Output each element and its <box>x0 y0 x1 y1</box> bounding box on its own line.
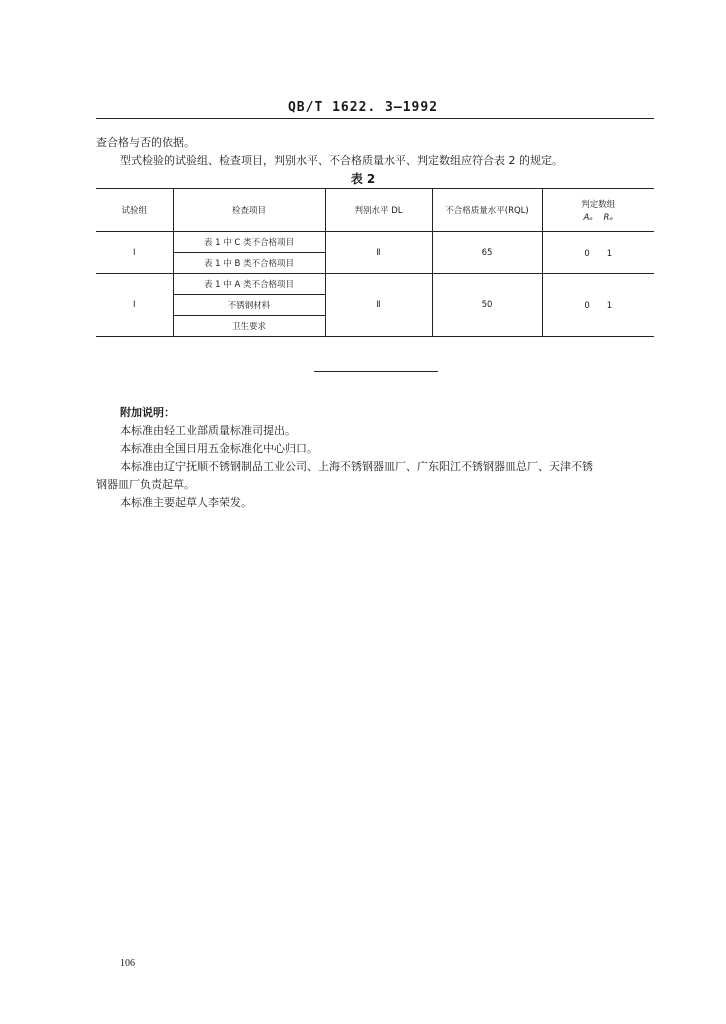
test-group-cell: I <box>96 274 173 337</box>
test-group-cell: I <box>96 232 173 274</box>
inspection-item-cell: 表 1 中 B 类不合格项目 <box>173 253 325 274</box>
rql-cell: 65 <box>432 232 542 274</box>
header-rql: 不合格质量水平(RQL) <box>432 189 542 232</box>
notes-line: 本标准主要起草人李荣发。 <box>120 496 252 509</box>
header-inspection-items: 检查项目 <box>173 189 325 232</box>
inspection-item-cell: 卫生要求 <box>173 316 325 337</box>
standard-code: QB/T 1622. 3—1992 <box>287 100 439 115</box>
notes-title: 附加说明： <box>120 406 175 419</box>
discrimination-level-cell: Ⅱ <box>325 232 432 274</box>
section-divider <box>314 371 438 372</box>
notes-line: 本标准由辽宁抚顺不锈钢制品工业公司、上海不锈钢器皿厂、广东阳江不锈钢器皿总厂、天津不锈 <box>120 460 593 473</box>
discrimination-level-cell: Ⅱ <box>325 274 432 337</box>
ac-re-cell: 0 1 <box>542 232 654 274</box>
header-discrimination-level: 判别水平 DL <box>325 189 432 232</box>
notes-line: 本标准由轻工业部质量标准司提出。 <box>120 424 296 437</box>
header-rule <box>96 118 654 119</box>
page-number: 106 <box>120 958 135 969</box>
header-decision-array <box>542 189 654 232</box>
header-ac-re: Aₑ Rₑ <box>583 212 613 223</box>
table-header-row <box>96 189 654 232</box>
notes-line: 钢器皿厂负责起草。 <box>96 478 195 491</box>
table-row <box>96 232 654 253</box>
inspection-item-cell: 不锈钢材料 <box>173 295 325 316</box>
inspection-table <box>96 188 654 337</box>
rql-cell: 50 <box>432 274 542 337</box>
notes-line: 本标准由全国日用五金标准化中心归口。 <box>120 442 318 455</box>
inspection-item-cell: 表 1 中 C 类不合格项目 <box>173 232 325 253</box>
table-caption: 表 2 <box>350 172 376 186</box>
table-row <box>96 274 654 295</box>
ac-re-cell: 0 1 <box>542 274 654 337</box>
body-text-line-2: 型式检验的试验组、检查项目，判别水平、不合格质量水平、判定数组应符合表 2 的规定。 <box>120 154 563 167</box>
header-test-group: 试验组 <box>96 189 173 232</box>
body-text-line-1: 查合格与否的依据。 <box>96 136 195 149</box>
inspection-item-cell: 表 1 中 A 类不合格项目 <box>173 274 325 295</box>
header-decision-label: 判定数组 <box>581 199 616 210</box>
